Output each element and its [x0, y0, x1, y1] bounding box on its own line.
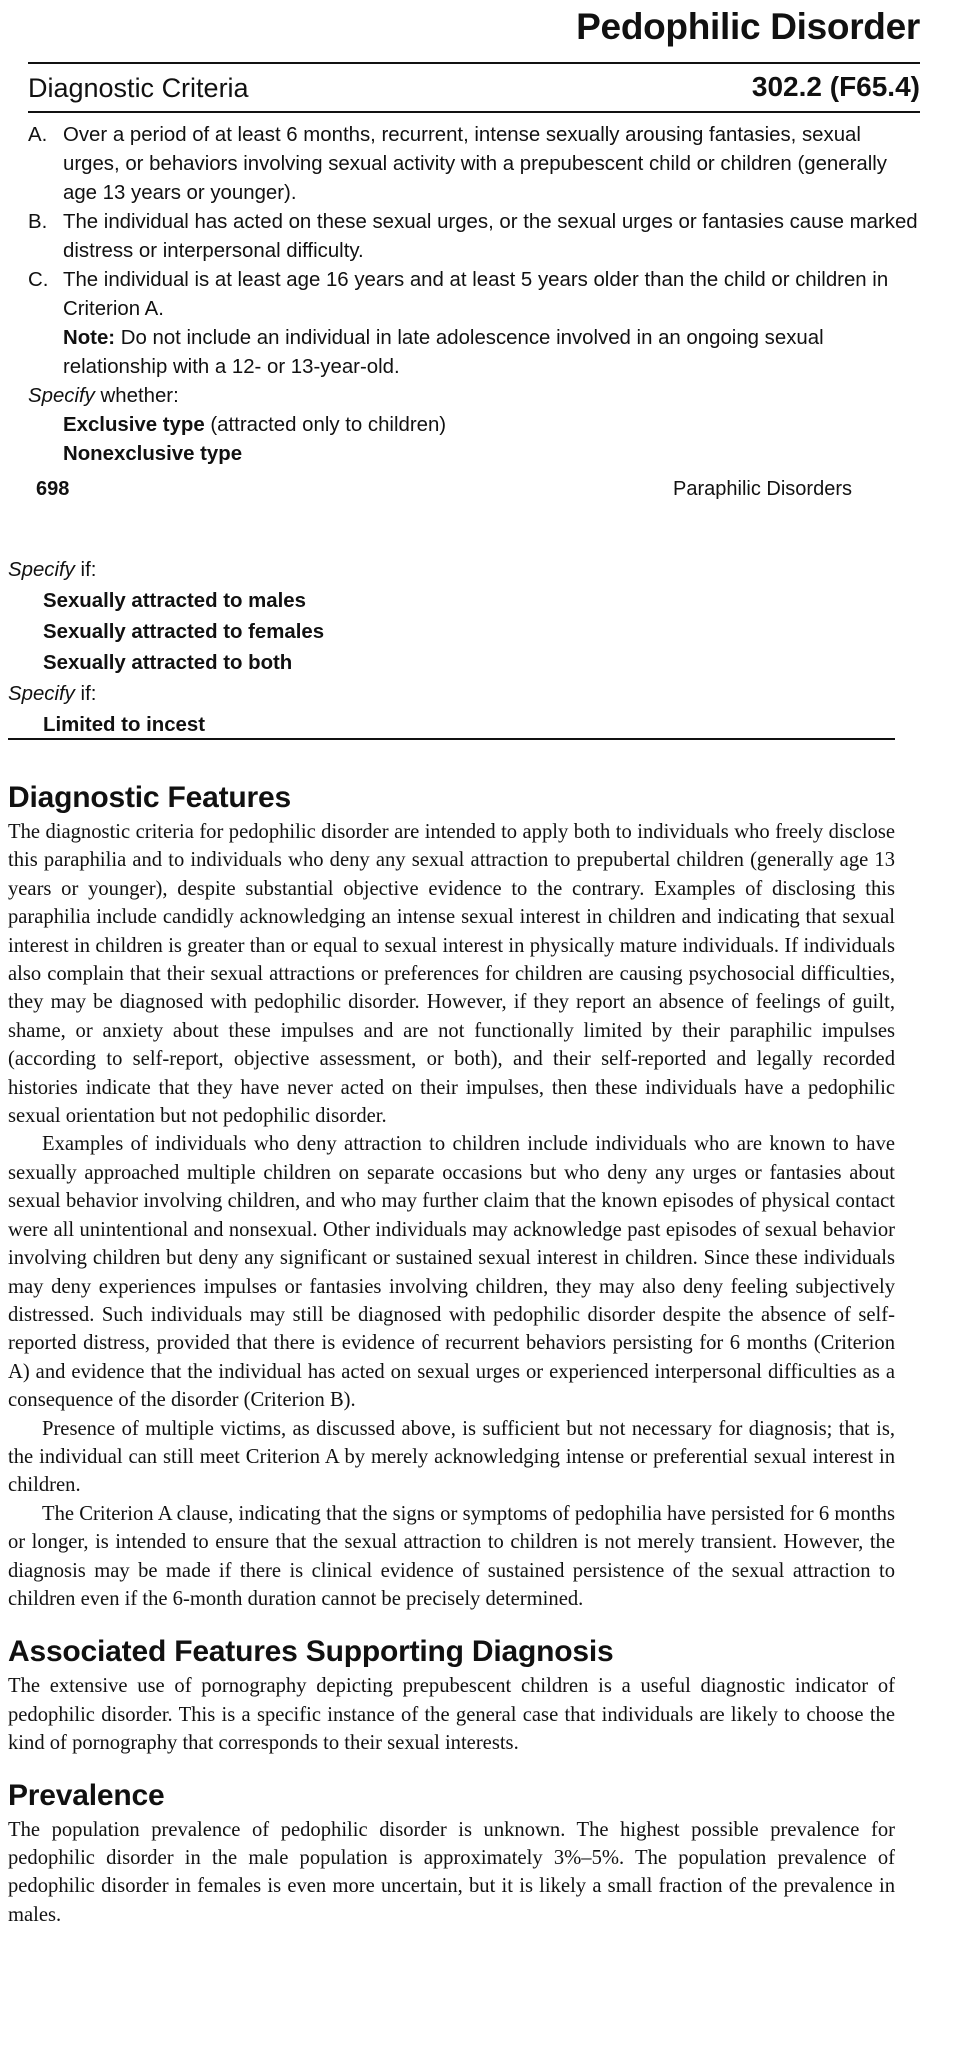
section-heading-diagnostic-features: Diagnostic Features: [8, 781, 291, 814]
specify-whether: [28, 382, 920, 411]
criterion-letter: B.: [28, 211, 48, 233]
specify-whether-text: whether:: [94, 385, 179, 407]
exclusive-type-text: (attracted only to children): [204, 414, 447, 436]
criterion-b: [28, 208, 920, 266]
criterion-text: The individual has acted on these sexual urges, or the sexual urges or fantasies cause marked distress or interpersonal difficulty.: [63, 211, 918, 262]
specify-if-text: if:: [74, 559, 97, 581]
section-heading-associated-features: Associated Features Supporting Diagnosis: [8, 1635, 614, 1669]
specifier-continuation: [8, 555, 895, 741]
criterion-letter: A.: [28, 124, 48, 146]
paragraph: Examples of individuals who deny attraction to children include individuals who are known to have sexually approached multiple children on separate occasions but who deny any urges or fantasies about sexual behavior involving children, and who may further claim that the known episodes of physical contact were all unintentional and nonsexual. Other individuals may acknowledge past episodes of sexual behavior involving children but deny any significant or sustained sexual interest in children. Since these individuals may deny experiences impulses or fantasies involving children, they may also deny feeling subjectively distressed. Such individuals may still be diagnosed with pedophilic disorder despite the absence of self-reported distress, provided that there is evidence of recurrent behaviors persisting for 6 months (Criterion A) and evidence that the individual has acted on sexual urges or experienced interpersonal difficulties as a consequence of the disorder (Criterion B).: [8, 1133, 895, 1412]
section-prevalence: [8, 1816, 895, 1930]
criteria-panel: [28, 0, 920, 520]
specify-if-2: [8, 679, 895, 710]
criterion-c: [28, 266, 920, 324]
criteria-heading-rule: [28, 111, 920, 113]
specify-word: Specify: [8, 559, 75, 581]
section-gap: [8, 1613, 895, 1632]
note-text: Do not include an individual in late adolescence involved in an ongoing sexual relationship with a 12- or 13-year-old.: [63, 327, 824, 378]
specify-if-text: if:: [74, 683, 97, 705]
note-label: Note:: [63, 327, 116, 349]
specifier-both: Sexually attracted to both: [43, 652, 293, 674]
criterion-letter: C.: [28, 269, 49, 291]
text-body: [8, 778, 895, 1929]
section-diagnostic-features: [8, 818, 895, 1613]
specify-word: Specify: [8, 683, 75, 705]
exclusive-type: [28, 411, 920, 440]
section-associated-features: [8, 1672, 895, 1757]
specifier-males: Sexually attracted to males: [43, 590, 306, 612]
specifier-females: Sexually attracted to females: [43, 621, 325, 643]
paragraph: Presence of multiple victims, as discussed above, is sufficient but not necessary for diagnosis; that is, the individual can still meet Criterion A by merely acknowledging intense or preferential sexual interest in children.: [8, 1417, 895, 1497]
disorder-title: Pedophilic Disorder: [576, 6, 920, 47]
criterion-a: [28, 121, 920, 208]
criterion-text: Over a period of at least 6 months, recurrent, intense sexually arousing fantasies, sexual urges, or behaviors involving sexual activity with a prepubescent child or children (generally age 13 years or younger).: [63, 124, 887, 204]
paragraph: The extensive use of pornography depicting prepubescent children is a useful diagnostic indicator of pedophilic disorder. This is a specific instance of the general case that individuals are likely to choose the kind of pornography that corresponds to their sexual interests.: [8, 1675, 895, 1755]
specify-if: [8, 555, 895, 586]
criterion-note: [28, 324, 920, 382]
paragraph: The diagnostic criteria for pedophilic disorder are intended to apply both to individuals who freely disclose this paraphilia and to individuals who deny any sexual attraction to prepubertal children (generally age 13 years or younger), despite substantial objective evidence to the contrary. Examples of disclosing this paraphilia include candidly acknowledging an intense sexual interest in children and indicating that sexual interest in children is greater than or equal to sexual interest in physically mature individuals. If individuals also complain that their sexual attractions or preferences for children are causing psychosocial difficulties, they may be diagnosed with pedophilic disorder. However, if they report an absence of feelings of guilt, shame, or anxiety about these impulses and are not functionally limited by their paraphilic impulses (according to self-report, objective assessment, or both), and their self-reported and legally recorded histories indicate that they have never acted on their impulses, then these individuals have a pedophilic sexual orientation but not pedophilic disorder.: [8, 821, 895, 1128]
criterion-text: The individual is at least age 16 years and at least 5 years older than the child or children in Criterion A.: [63, 269, 889, 320]
paragraph: The Criterion A clause, indicating that the signs or symptoms of pedophilia have persisted for 6 months or longer, is intended to ensure that the sexual attraction to children is not merely transient. However, the diagnosis may be made if there is clinical evidence of sustained persistence of the sexual attraction to children even if the 6-month duration cannot be precisely determined.: [8, 1502, 895, 1610]
diagnostic-code: 302.2 (F65.4): [751, 71, 920, 102]
specifier-incest: Limited to incest: [43, 714, 206, 736]
section-gap: [8, 1758, 895, 1776]
criteria-heading: Diagnostic Criteria: [28, 73, 249, 103]
title-rule: [28, 62, 920, 64]
running-head: Paraphilic Disorders: [673, 478, 852, 500]
nonexclusive-type: Nonexclusive type: [63, 443, 243, 465]
section-heading-prevalence: Prevalence: [8, 1778, 165, 1812]
specify-word: Specify: [28, 385, 95, 407]
exclusive-type-label: Exclusive type: [63, 414, 205, 436]
page-number: 698: [36, 478, 70, 500]
criteria-list: [28, 121, 920, 469]
paragraph: The population prevalence of pedophilic disorder is unknown. The highest possible prevalence for pedophilic disorder in the male population is approximately 3%–5%. The population prevalence of pedophilic disorder in females is even more uncertain, but it is likely a small fraction of the prevalence in males.: [8, 1818, 895, 1926]
continuation-rule: [8, 738, 895, 740]
